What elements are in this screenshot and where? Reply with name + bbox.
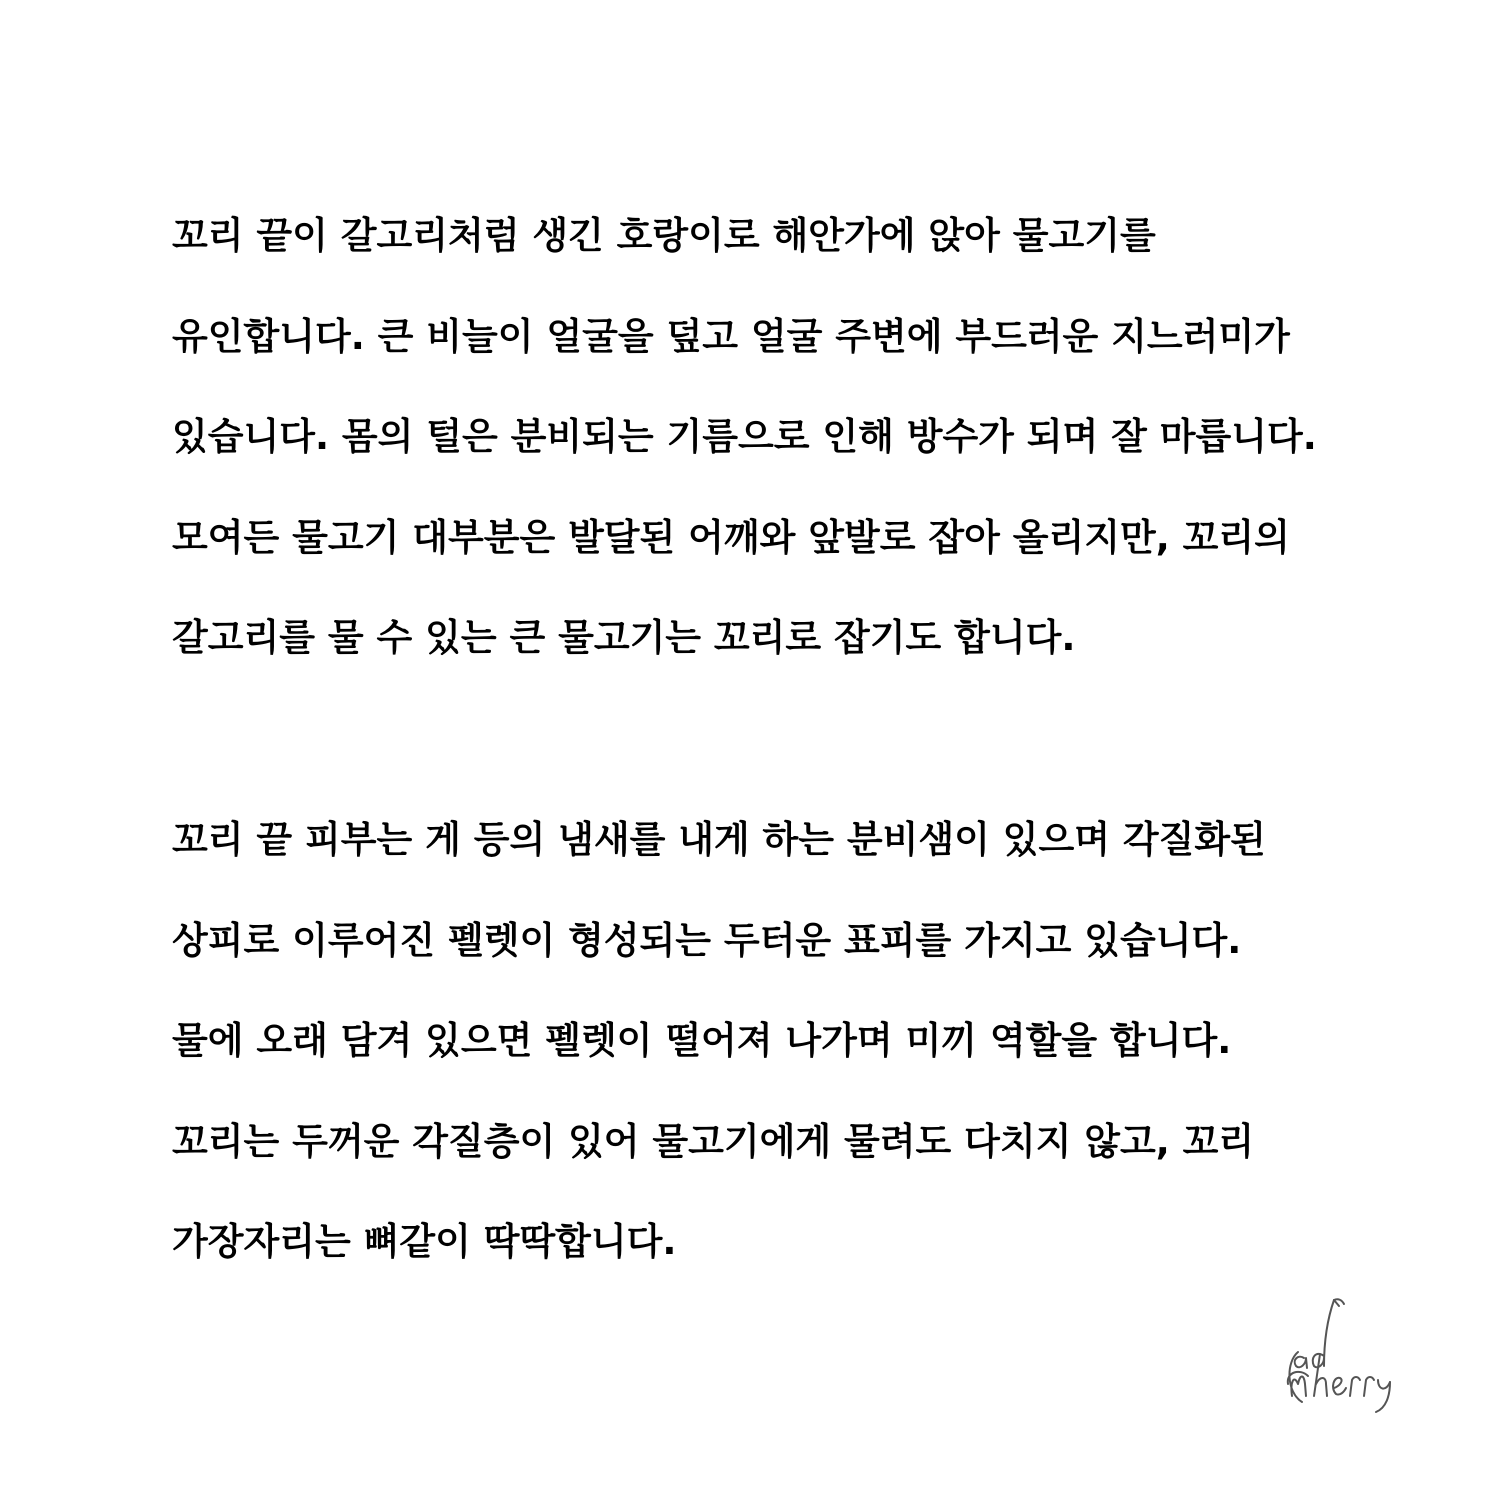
paragraph-line: 갈고리를 물 수 있는 큰 물고기는 꼬리로 잡기도 합니다. (172, 616, 1076, 659)
handwritten-signature (1278, 1288, 1408, 1418)
paragraph-line: 꼬리 끝 피부는 게 등의 냄새를 내게 하는 분비샘이 있으며 각질화된 (172, 818, 1266, 861)
paragraph-line: 가장자리는 뼈같이 딱딱합니다. (172, 1220, 677, 1263)
paragraph-line: 상피로 이루어진 펠렛이 형성되는 두터운 표피를 가지고 있습니다. (172, 918, 1242, 962)
paragraph-1 (172, 206, 1472, 709)
signature-drawing (1278, 1288, 1408, 1418)
paragraph-2 (172, 810, 1472, 1313)
paragraph-line: 유인합니다. 큰 비늘이 얼굴을 덮고 얼굴 주변에 부드러운 지느러미가 (172, 314, 1290, 358)
paragraph-line: 있습니다. 몸의 털은 분비되는 기름으로 인해 방수가 되며 잘 마릅니다. (172, 415, 1317, 458)
paragraph-line: 물에 오래 담겨 있으면 펠렛이 떨어져 나가며 미끼 역할을 합니다. (172, 1019, 1232, 1062)
paragraph-line: 모여든 물고기 대부분은 발달된 어깨와 앞발로 잡아 올리지만, 꼬리의 (172, 515, 1290, 559)
paragraph-line: 꼬리는 두꺼운 각질층이 있어 물고기에게 물려도 다치지 않고, 꼬리 (172, 1119, 1255, 1163)
paragraph-line: 꼬리 끝이 갈고리처럼 생긴 호랑이로 해안가에 앉아 물고기를 (172, 214, 1156, 257)
